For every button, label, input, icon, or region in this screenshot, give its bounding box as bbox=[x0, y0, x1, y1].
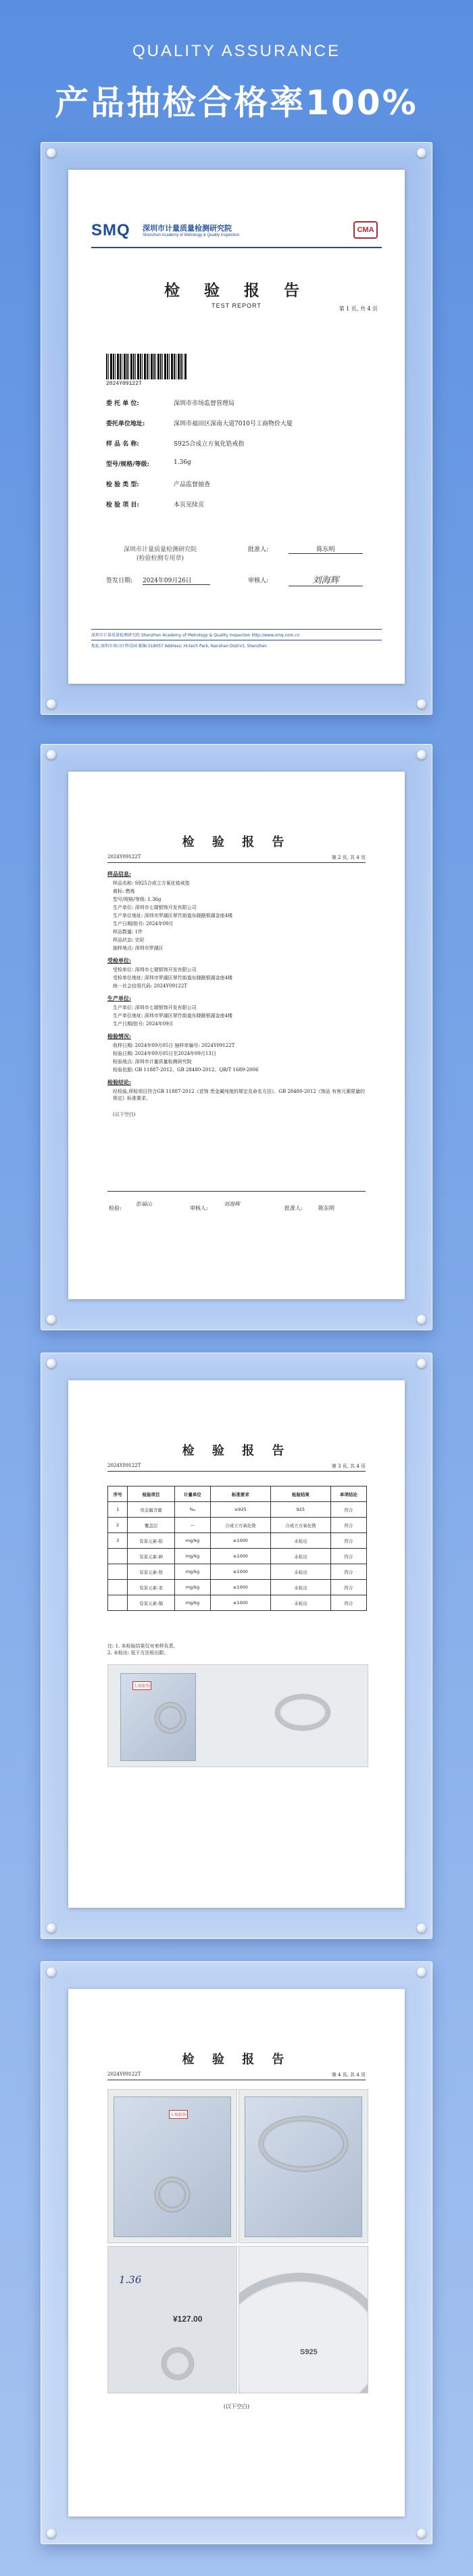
report-footer: 深圳市计量质量检测研究院 Shenzhen Academy of Metrology & Quality Inspection http://www.smq.com.cn 地址:深圳市南山区科技园 邮编:518057 Address: Hi-tech Park, Nanshan District, Shenzhen bbox=[91, 627, 382, 649]
results-table bbox=[107, 1486, 367, 1611]
text-line: 收样日期: 2024年09月05日 抽样单编号: 2024Y09122T bbox=[113, 1043, 235, 1048]
pin-icon bbox=[47, 2529, 56, 2538]
report-frame-1 bbox=[41, 142, 432, 715]
pin-icon bbox=[47, 1359, 56, 1368]
page-header bbox=[0, 0, 473, 135]
ring-image bbox=[155, 2178, 189, 2211]
table-row: 1 贵金属含量 ‰ ≥925 925 符合 bbox=[108, 1502, 367, 1518]
org-name-cn: 深圳市计量质量检测研究院 bbox=[143, 224, 232, 233]
price-label: ¥127.00 bbox=[173, 2314, 203, 2324]
pin-icon bbox=[47, 1967, 56, 1977]
field-row: 型号/规格/等级: 1.36g bbox=[106, 459, 191, 468]
field-row: 委托单位地址: 深圳市福田区深南大道7010号工商物价大厦 bbox=[106, 421, 293, 427]
pin-icon bbox=[47, 750, 56, 759]
divider bbox=[107, 1471, 366, 1472]
divider bbox=[107, 862, 366, 863]
table-header-row: 序号 检验项目 计量单位 标准要求 检验结果 单项结论 bbox=[108, 1486, 367, 1502]
text-line: 生产单位地址: 深圳市罗湖区翠竹街道东晓路银湖金座4楼 bbox=[113, 913, 233, 918]
page-number: 第 3 页, 共 4 页 bbox=[331, 1463, 366, 1469]
report-frame-3 bbox=[41, 1353, 432, 1939]
text-line: 受检单位地址: 深圳市罗湖区翠竹街道东晓路银湖金座4楼 bbox=[113, 975, 233, 981]
pin-icon bbox=[417, 1967, 426, 1977]
table-row: 有害元素-砷 mg/kg ≤1000 未检出 符合 bbox=[108, 1549, 367, 1564]
table-notes: 注: 1. 本检验结果仅对来样负责。 2. 未检出: 低于方法检出限。 bbox=[107, 1643, 178, 1656]
report-page-3 bbox=[68, 1380, 405, 1908]
text-line: 检验地点: 深圳市计量质量检测研究院 bbox=[113, 1059, 192, 1064]
pin-icon bbox=[417, 2529, 426, 2538]
page-number: 第 1 页, 共 4 页 bbox=[339, 306, 378, 312]
sample-tag: 七瑞银饰 bbox=[132, 1681, 151, 1690]
sample-photo bbox=[239, 2246, 368, 2393]
text-line: 样品数量: 1件 bbox=[113, 929, 143, 935]
ring-image bbox=[276, 1695, 330, 1730]
text-line: 商标: 燃炼 bbox=[113, 889, 135, 894]
approver-name: 陈东明 bbox=[289, 544, 363, 554]
text-line: 型号/规格/等级: 1.36g bbox=[113, 897, 161, 902]
text-line: 生产单位: 深圳市七瑞银饰开发有限公司 bbox=[113, 905, 197, 910]
approver-name: 陈东明 bbox=[318, 1205, 334, 1211]
report-title: 检 验 报 告 bbox=[182, 835, 291, 849]
sample-tag: 七瑞银饰 bbox=[169, 2110, 188, 2119]
pin-icon bbox=[417, 699, 426, 709]
reviewer-signature: 刘海辉 bbox=[224, 1201, 240, 1207]
pin-icon bbox=[417, 148, 426, 158]
text-line: 经检验,所检项目符合GB 11887-2012《首饰 贵金属纯度的规定及命名方法》、GB 28480-2012《饰品 有害元素限量的规定》标准要求。 bbox=[113, 1089, 365, 1101]
divider bbox=[91, 247, 382, 248]
report-number: 2024Y09122T bbox=[106, 381, 142, 387]
reviewer-label: 审核人: bbox=[190, 1205, 208, 1211]
ring-image bbox=[259, 2117, 347, 2171]
field-row: 检 验 类 型: 产品监督抽查 bbox=[106, 482, 211, 488]
ring-image bbox=[155, 1703, 185, 1733]
text-line: (以下空白) bbox=[113, 1112, 136, 1117]
ring-image bbox=[239, 2274, 368, 2393]
field-row: 样 品 名 称: S925合成立方氧化锆戒指 bbox=[106, 441, 245, 448]
text-line: 检验依据: GB 11887-2012、GB 28480-2012、QB/T 1689-2006 bbox=[113, 1067, 259, 1073]
report-number: 2024Y09122T bbox=[107, 2071, 141, 2077]
report-title-cn: 检 验 报 告 bbox=[164, 281, 309, 300]
official-stamp: 深圳市计量质量检测研究院 (检验检测专用章) bbox=[123, 546, 197, 562]
end-caption: (以下空白) bbox=[223, 2404, 250, 2410]
pin-icon bbox=[417, 1315, 426, 1324]
field-row: 检 验 项 目: 本页见续页 bbox=[106, 502, 205, 509]
table-row: 3 有害元素-铅 mg/kg ≤1000 未检出 符合 bbox=[108, 1533, 367, 1549]
org-name-en: Shenzhen Academy of Metrology & Quality Inspection bbox=[143, 233, 240, 237]
report-number: 2024Y09122T bbox=[107, 1463, 141, 1468]
section-sample-info: 样品信息: bbox=[107, 870, 131, 877]
divider bbox=[107, 1191, 366, 1192]
report-title: 检 验 报 告 bbox=[182, 1444, 291, 1458]
approver-label: 批准人: bbox=[248, 546, 269, 553]
header-title-cn: 产品抽检合格率100% bbox=[55, 83, 418, 122]
report-page-4 bbox=[68, 1989, 405, 2516]
pin-icon bbox=[417, 1923, 426, 1933]
barcode bbox=[106, 354, 187, 379]
page-number: 第 2 页, 共 4 页 bbox=[331, 855, 366, 860]
org-header bbox=[91, 218, 382, 245]
report-page-1 bbox=[68, 170, 405, 684]
pin-icon bbox=[417, 1359, 426, 1368]
pin-icon bbox=[47, 1315, 56, 1324]
section-conclusion: 检验结论: bbox=[107, 1079, 131, 1085]
pin-icon bbox=[417, 750, 426, 759]
issue-date-label: 签发日期: bbox=[106, 578, 133, 584]
approver-label: 批准人: bbox=[284, 1205, 303, 1211]
reviewer-signature: 刘海辉 bbox=[289, 573, 363, 586]
reviewer-label: 审核人: bbox=[248, 578, 269, 584]
text-line: 样品状态: 完好 bbox=[113, 937, 145, 943]
tester-label: 检验: bbox=[109, 1205, 122, 1211]
report-fields bbox=[106, 398, 370, 520]
text-line: 样品名称: S925合成立方氧化锆戒指 bbox=[113, 881, 190, 886]
text-line: 抽样地点: 深圳市罗湖区 bbox=[113, 945, 164, 951]
page-number: 第 4 页, 共 4 页 bbox=[331, 2072, 366, 2078]
issue-date: 2024年09月26日 bbox=[143, 576, 210, 585]
table-row: 有害元素-汞 mg/kg ≤1000 未检出 符合 bbox=[108, 1580, 367, 1595]
section-inspection: 检验情况: bbox=[107, 1033, 131, 1039]
report-frame-2 bbox=[41, 744, 432, 1330]
section-producer: 生产单位: bbox=[107, 995, 131, 1002]
table-row: 有害元素-镉 mg/kg ≤1000 未检出 符合 bbox=[108, 1595, 367, 1611]
handwritten-code: 1.36 bbox=[119, 2274, 142, 2286]
text-line: 检验日期: 2024年09月05日至2024年09月13日 bbox=[113, 1051, 216, 1056]
text-line: 生产单位地址: 深圳市罗湖区翠竹街道东晓路银湖金座4楼 bbox=[113, 1013, 233, 1018]
pin-icon bbox=[47, 148, 56, 158]
report-frame-4 bbox=[41, 1961, 432, 2544]
section-inspected-unit: 受检单位: bbox=[107, 957, 131, 964]
cma-logo: CMA bbox=[353, 221, 378, 239]
text-line: 生产单位: 深圳市七瑞银饰开发有限公司 bbox=[113, 1005, 197, 1010]
report-number: 2024Y09122T bbox=[107, 854, 141, 860]
ring-image bbox=[162, 2348, 193, 2379]
text-line: 生产日期/批号: 2024年09月 bbox=[113, 921, 174, 927]
field-row: 委 托 单 位: 深圳市市场监督管理局 bbox=[106, 400, 235, 407]
table-row: 2 覆盖层 — 合成立方氧化锆 合成立方氧化锆 符合 bbox=[108, 1518, 367, 1533]
tester-signature: 彭福山 bbox=[136, 1201, 152, 1207]
sample-photo bbox=[107, 2246, 237, 2393]
table-row: 有害元素-铬 mg/kg ≤1000 未检出 符合 bbox=[108, 1564, 367, 1580]
smq-logo: SMQ bbox=[91, 221, 130, 239]
sample-photo bbox=[239, 2089, 368, 2243]
text-line: 受检单位: 深圳市七瑞银饰开发有限公司 bbox=[113, 967, 197, 973]
text-line: 统一社会信用代码: 2024Y09122T bbox=[113, 983, 187, 989]
report-page-2 bbox=[68, 772, 405, 1299]
sample-photo bbox=[107, 2089, 237, 2243]
header-title-en: QUALITY ASSURANCE bbox=[132, 42, 341, 60]
report-title: 检 验 报 告 bbox=[182, 2053, 291, 2067]
pin-icon bbox=[47, 1923, 56, 1933]
pin-icon bbox=[47, 699, 56, 709]
hallmark: S925 bbox=[300, 2348, 318, 2356]
text-line: 生产日期/批号: 2024年09月 bbox=[113, 1021, 174, 1027]
report-title-en: TEST REPORT bbox=[211, 302, 262, 309]
sample-photo bbox=[107, 1664, 368, 1767]
